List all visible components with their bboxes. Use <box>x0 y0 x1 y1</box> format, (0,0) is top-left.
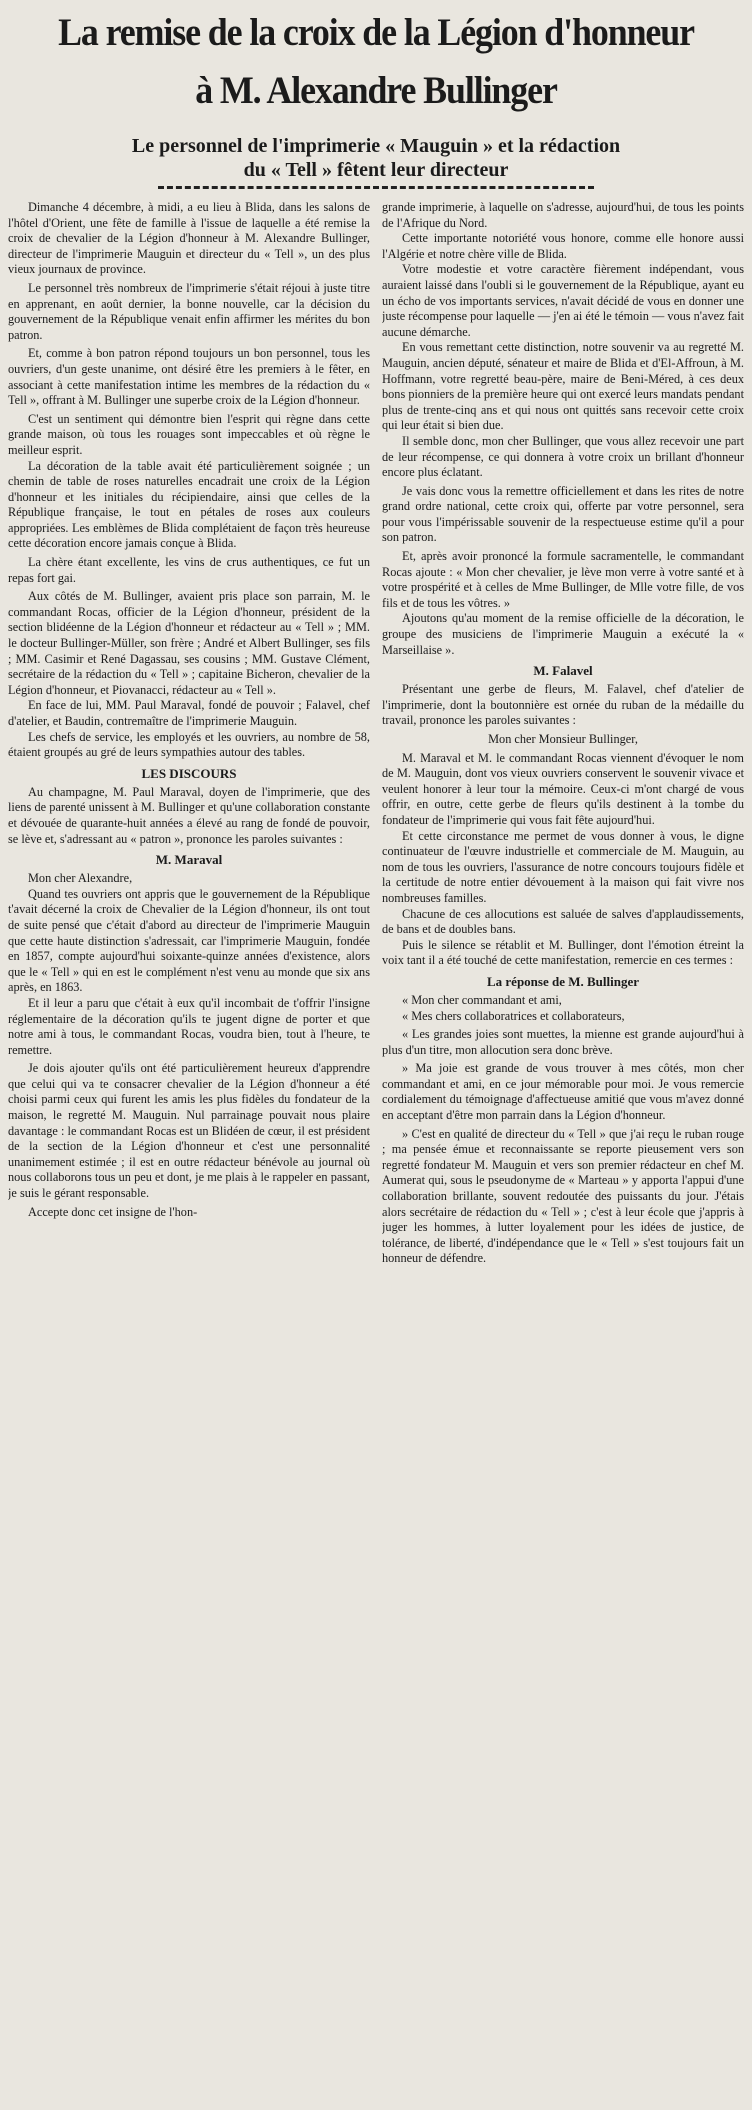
paragraph: Mon cher Alexandre, <box>28 871 133 886</box>
right-column <box>382 200 744 1267</box>
paragraph: Et il leur a paru que c'était à eux qu'il incombait de t'offrir l'insigne réglementaire de la décoration qu'ils te jugent digne de porter et que notre ami à tous, le commandant Rocas, voudra bien, tout à l'heure, te remettre. <box>8 995 370 1057</box>
subheadline-line-1: Le personnel de l'imprimerie « Mauguin » et la rédaction <box>131 135 621 157</box>
paragraph: Dimanche 4 décembre, à midi, a eu lieu à Blida, dans les salons de l'hôtel d'Orient, une fête de famille à l'issue de laquelle a été remise la croix de chevalier de la Légion d'honneur à M. Alexandre Bullinger, directeur de l'imprimerie Mauguin et directeur du « Tell », un des plus vieux journaux de province. <box>8 200 370 277</box>
paragraph: Chacune de ces allocutions est saluée de salves d'applaudissements, de bans et de doubles bans. <box>382 906 744 937</box>
paragraph: Puis le silence se rétablit et M. Bullinger, dont l'émotion étreint la voix tant il a été touché de cette manifestation, remercie en ces termes : <box>382 937 744 968</box>
paragraph: grande imprimerie, à laquelle on s'adresse, aujourd'hui, de tous les points de l'Afrique du Nord. <box>382 200 744 230</box>
paragraph: Ajoutons qu'au moment de la remise officielle de la décoration, le groupe des musiciens de l'imprimerie Mauguin a exécuté la « Marseillaise ». <box>382 611 744 657</box>
paragraph: Présentant une gerbe de fleurs, M. Falavel, chef d'atelier de l'imprimerie, dont la boutonnière est ornée du ruban de la médaille du travail, prononce les paroles suivantes : <box>382 682 744 728</box>
paragraph: Les chefs de service, les employés et les ouvriers, au nombre de 58, étaient groupés au gré de leurs sympathies autour des tables. <box>8 729 370 760</box>
paragraph: La décoration de la table avait été particulièrement soignée ; un chemin de table de roses naturelles encadrait une croix de la Légion d'honneur et les initiales du récipiendaire, ainsi que celles de la République française, le tout en pétales de roses aux couleurs appropriées. Les emblèmes de Blida complétaient de façon très heureuse cette décoration encore jamais conçue à Blida. <box>8 458 370 551</box>
paragraph: Je vais donc vous la remettre officiellement et dans les rites de notre grand ordre national, cette croix qui, offerte par votre personnel, sera pour vous l'impérissable souvenir de la respectueuse estime qu'il a pour son patron. <box>382 483 744 545</box>
paragraph: Quand tes ouvriers ont appris que le gouvernement de la République t'avait décerné la croix de Chevalier de la Légion d'honneur, ils ont tout de suite pensé que c'était d'abord au directeur de l'imprimerie Mauguin que cette haute distinction s'adressait, car l'imprimerie Mauguin, fondée en 1857, compte aujourd'hui soixante-quinze années d'existence, alors que le « Tell » qui en est le complément n'est venu au monde que six ans après, en 1863. <box>8 886 370 995</box>
headline-line-2: à M. Alexandre Bullinger <box>195 69 557 112</box>
dashed-divider <box>158 186 594 194</box>
section-heading: LES DISCOURS <box>141 765 237 781</box>
paragraph: Et cette circonstance me permet de vous donner à vous, le digne continuateur de l'œuvre industrielle et commerciale de M. Mauguin, au nom de tous les ouvriers, l'assurance de notre concours toujours fidèle et la certitude de notre entier dévouement à la maison qui fait vivre nos nombreuses familles. <box>382 828 744 905</box>
paragraph: » C'est en qualité de directeur du « Tell » que j'ai reçu le ruban rouge ; ma pensée émue et reconnaissante se reporte pieusement vers son regretté fondateur M. Mauguin et vers son premier rédacteur en chef M. Aumerat qui, sous le pseudonyme de « Marteau » y apporta l'appui d'une collaboration brillante, souvent redoutée des puissants du jour. J'étais alors secrétaire de rédaction du « Tell » ; c'est à leur école que j'appris à juger les hommes, à lutter loyalement pour les idées de justice, de tolérance, de liberté, d'indépendance que le « Tell » s'est toujours fait un honneur de défendre. <box>382 1126 744 1266</box>
paragraph: Le personnel très nombreux de l'imprimerie s'était réjoui à juste titre en apprenant, en août dernier, la bonne nouvelle, car la décision du gouvernement de la République venait enfin affirmer les mérites du bon patron. <box>8 280 370 342</box>
paragraph: Aux côtés de M. Bullinger, avaient pris place son parrain, M. le commandant Rocas, officier de la Légion d'honneur, président de la section blidéenne de la Légion d'honneur et rédacteur au « Tell » ; MM. le docteur Bullinger-Müller, son frère ; André et Albert Bullinger, ses fils ; MM. Casimir et René Dagassau, ses cousins ; MM. Gustave Clément, secrétaire de la rédaction du « Tell » ; capitaine Bicheron, chevalier de la Légion d'honneur, et Piovanacci, rédacteur au « Tell ». <box>8 589 370 697</box>
paragraph: Je dois ajouter qu'ils ont été particulièrement heureux d'apprendre que celui qui va te consacrer chevalier de la Légion d'honneur a été choisi parmi ceux qui furent les amis les plus fidèles du fondateur de la maison, le regretté M. Mauguin. Nul parrainage pouvait nous plaire davantage : le commandant Rocas est un Blidéen de cœur, il est président de la section de la Légion d'honneur et c'est une personnalité unanimement estimée ; il est en outre rédacteur bénévole au journal où nous collaborons tous un peu et dont, je me plais à le rappeler en passant, je suis le gérant responsable. <box>8 1061 370 1201</box>
speaker-heading: M. Falavel <box>533 663 593 679</box>
paragraph: Accepte donc cet insigne de l'hon- <box>28 1204 198 1219</box>
article-columns <box>8 200 744 1267</box>
paragraph: « Mes chers collaboratrices et collaborateurs, <box>402 1008 625 1023</box>
speaker-heading: La réponse de M. Bullinger <box>486 973 640 989</box>
paragraph: Mon cher Monsieur Bullinger, <box>488 732 638 746</box>
paragraph: M. Maraval et M. le commandant Rocas viennent d'évoquer le nom de M. Mauguin, dont vos vieux ouvriers conservent le souvenir vivace et veulent honorer à leur tour la mémoire. Ceux-ci m'ont chargé de vous offrir, en outre, cette gerbe de fleurs qu'ils destinent à la tombe du fondateur de l'imprimerie qui vous fait fête aujourd'hui. <box>382 750 744 827</box>
paragraph: « Mon cher commandant et ami, <box>402 992 562 1007</box>
left-column <box>8 200 370 1267</box>
speaker-heading: M. Maraval <box>155 852 223 868</box>
paragraph: La chère étant excellente, les vins de crus authentiques, ce fut un repas fort gai. <box>8 555 370 585</box>
paragraph: Et, après avoir prononcé la formule sacramentelle, le commandant Rocas ajoute : « Mon cher chevalier, je lève mon verre à votre santé et à votre prospérité et à celles de Mme Bullinger, de Mlle votre fille, de vos fils et de tous les vôtres. » <box>382 549 744 610</box>
paragraph: Il semble donc, mon cher Bullinger, que vous allez recevoir une part de leur récompense, ce qui donnera à votre croix un brillant d'honneur encore plus éclatant. <box>382 433 744 480</box>
paragraph: Et, comme à bon patron répond toujours un bon personnel, tous les ouvriers, d'un geste unanime, ont désiré être les premiers à le fêter, en associant à cette manifestation intime les membres de la rédaction du « Tell », offrant à M. Bullinger une superbe croix de la Légion d'honneur. <box>8 346 370 408</box>
headline <box>37 4 714 120</box>
paragraph: C'est un sentiment qui démontre bien l'esprit qui règne dans cette grande maison, où tous les rouages sont impeccables et où règne le meilleur esprit. <box>8 411 370 457</box>
headline-line-1: La remise de la croix de la Légion d'honneur <box>58 11 694 54</box>
paragraph: « Les grandes joies sont muettes, la mienne est grande aujourd'hui à plus d'un titre, mon allocution sera donc brève. <box>382 1027 744 1057</box>
paragraph: Cette importante notoriété vous honore, comme elle honore aussi l'Algérie et notre chère ville de Blida. <box>382 231 744 261</box>
paragraph: Au champagne, M. Paul Maraval, doyen de l'imprimerie, que des liens de parenté unissent à M. Bullinger et qu'une collaboration constante et dévouée de quarante-huit années a élevé au rang de fondé de pouvoir, se lève et, s'adressant au « patron », prononce les paroles suivantes : <box>8 784 370 846</box>
subheadline-line-2: du « Tell » fêtent leur directeur <box>243 159 509 181</box>
subheadline <box>8 134 744 182</box>
paragraph: Votre modestie et votre caractère fièrement indépendant, vous auraient laissé dans l'oubli si le gouvernement de la République, ayant eu un écho de vos importants services, n'avait décidé de vous en donner une juste récompense pour laquelle — j'en ai été le témoin — vous n'avez fait aucune démarche. <box>382 262 744 339</box>
paragraph: En face de lui, MM. Paul Maraval, fondé de pouvoir ; Falavel, chef d'atelier, et Baudin, contremaître de l'imprimerie Mauguin. <box>8 698 370 728</box>
paragraph: En vous remettant cette distinction, notre souvenir va au regretté M. Mauguin, ancien député, sénateur et maire de Blida et d'El-Affroun, à M. Hoffmann, votre regretté beau-père, maire de Beni-Méred, à ces deux bons pionniers de la première heure qui ont exercé leurs mandats pendant plus de trente-cinq ans et qui nous ont quittés sans recevoir cette croix qui leur était si bien due. <box>382 340 744 433</box>
paragraph: » Ma joie est grande de vous trouver à mes côtés, mon cher commandant et ami, en ce jour mémorable pour moi. Je vous remercie cordialement du témoignage d'affectueuse amitié que vous m'avez donné en acceptant d'être mon parrain dans la Légion d'honneur. <box>382 1061 744 1123</box>
